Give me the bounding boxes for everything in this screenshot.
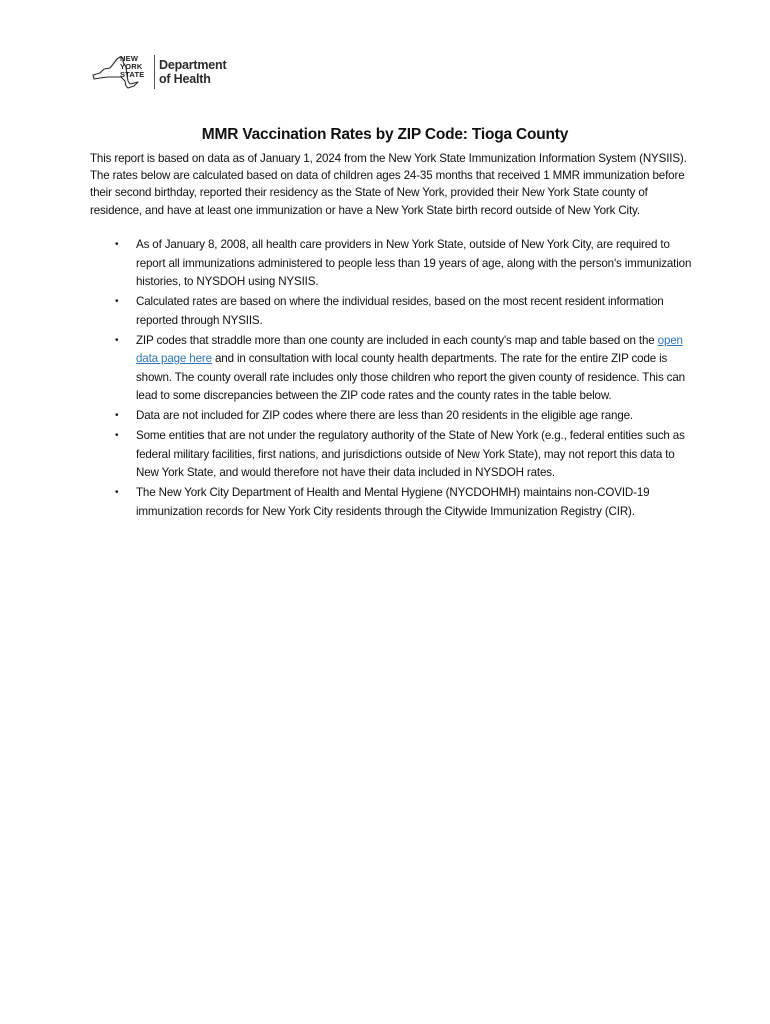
logo-divider [154,55,155,89]
logo-state-line1: NEW [120,54,139,63]
notes-list [112,236,692,523]
list-item [112,293,692,330]
bullet-icon: • [115,239,119,250]
list-item-text: The New York City Department of Health and Mental Hygiene (NYCDOHMH) maintains non-COVID-19 immunization records for New York City residents through the Citywide Immunization Registry (CIR). [136,486,650,518]
page-title: MMR Vaccination Rates by ZIP Code: Tioga County [201,126,569,143]
bullet-icon: • [115,296,119,307]
list-item [112,236,692,292]
bullet-icon: • [115,430,119,441]
nys-doh-logo [90,52,226,92]
logo-department-text [159,58,226,86]
bullet-icon: • [115,334,119,346]
logo-dept-line2: of Health [159,72,211,86]
logo-state-text [120,55,144,79]
logo-state-line2: YORK [120,62,143,71]
list-item [112,332,692,406]
bullet-icon: • [115,487,119,498]
list-item-text: Data are not included for ZIP codes where there are less than 20 residents in the eligible age range. [136,409,634,422]
list-item [112,407,692,426]
intro-paragraph: This report is based on data as of January 1, 2024 from the New York State Immunization Information System (NYSIIS). The rates below are calculated based on data of children ages 24-35 months that received 1 MMR immunization before their second birthday, reported their residency as the State of New York, provided their New York State county of residence, and have at least one immunization or have a New York State birth record outside of New York City. [90,152,687,217]
list-item-text: Calculated rates are based on where the individual resides, based on the most recent resident information reported through NYSIIS. [136,295,664,327]
logo-state-line3: STATE [120,70,145,79]
list-item [112,427,692,483]
logo-dept-line1: Department [159,58,227,72]
list-item-text: As of January 8, 2008, all health care providers in New York State, outside of New York City, are required to report all immunizations administered to people less than 19 years of age, along with the person's immunization histories, to NYSDOH using NYSIIS. [136,238,692,288]
list-item-text-before-link: ZIP codes that straddle more than one county are included in each county's map and table based on the [136,333,658,347]
list-item-text: Some entities that are not under the regulatory authority of the State of New York (e.g., federal entities such as federal military facilities, first nations, and jurisdictions outside of New York State), may not report this data to New York State, and would therefore not have their data included in NYSDOH rates. [136,429,685,479]
open-data-page-link[interactable]: open data page here [136,333,683,365]
new-york-state-map-icon [90,53,152,91]
list-item-text-after-link: and in consultation with local county health departments. The rate for the entire ZIP code is shown. The county overall rate includes only those children who report the given county of residence. This can lead to some discrepancies between the ZIP code rates and the county rates in the table below. [136,352,685,402]
bullet-icon: • [115,410,119,421]
list-item [112,484,692,521]
